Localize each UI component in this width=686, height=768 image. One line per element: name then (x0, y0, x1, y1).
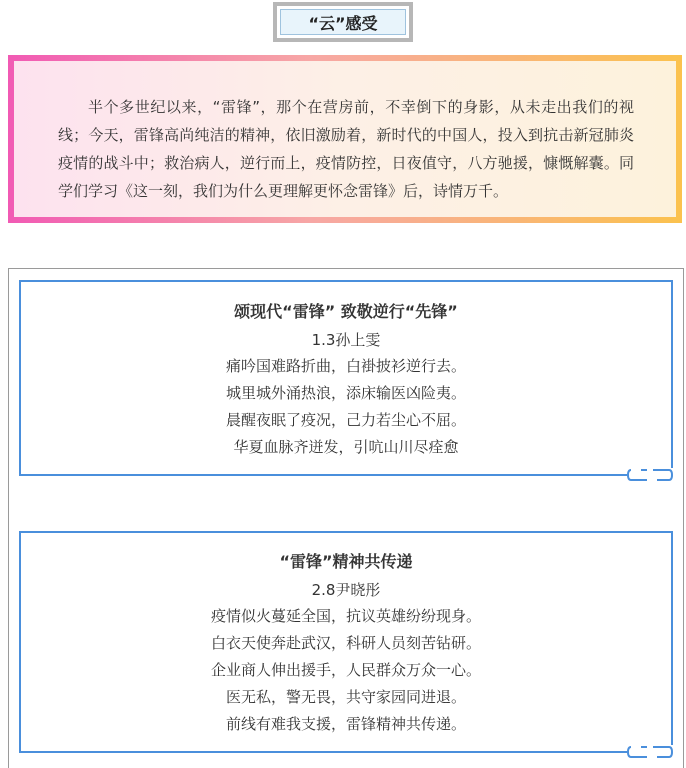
corner-decoration-icon (627, 745, 673, 759)
poem-author: 2.8尹晓彤 (311, 581, 381, 599)
intro-paragraph: 半个多世纪以来，“雷锋”，那个在营房前，不幸倒下的身影，从未走出我们的视线；今天，雷锋高尚纯洁的精神，依旧激励着，新时代的中国人，投入到抗击新冠肺炎疫情的战斗中；救治病人，逆行而上，疫情防控，日夜值守，八方驰援，慷慨解囊。同学们学习《这一刻，我们为什么更理解更怀念雷锋》后，诗情万千。 (14, 61, 676, 217)
poem-line: 疫情似火蔓延全国，抗议英雄纷纷现身。 (210, 607, 481, 625)
section-title: “云”感受 (280, 9, 406, 35)
poems-section (8, 268, 684, 768)
poem-card-2 (19, 531, 673, 753)
poem-line: 晨醒夜眠了疫况，己力若尘心不屈。 (225, 411, 466, 429)
title-badge-inner (277, 6, 409, 38)
poem-line: 企业商人伸出援手，人民群众万众一心。 (210, 661, 481, 679)
poem-line: 前线有难我支援，雷锋精神共传递。 (225, 715, 466, 733)
poem-title: “雷锋”精神共传递 (279, 552, 413, 571)
corner-decoration-icon (627, 468, 673, 482)
poem-author: 1.3孙上雯 (311, 331, 381, 349)
poem-line: 白衣天使奔赴武汉，科研人员刻苦钻研。 (210, 634, 481, 652)
poem-card-1 (19, 280, 673, 476)
poem-line: 医无私，警无畏，共守家园同进退。 (225, 688, 466, 706)
poem-line: 痛吟国难路折曲，白褂披衫逆行去。 (225, 357, 466, 375)
intro-gradient-frame (8, 55, 682, 223)
poem-line: 华夏血脉齐迸发，引吭山川尽痊愈 (233, 438, 459, 456)
poem-line: 城里城外涌热浪，添床输医凶险夷。 (225, 384, 466, 402)
section-title-badge (273, 2, 413, 42)
poem-title: 颂现代“雷锋” 致敬逆行“先锋” (234, 302, 458, 321)
